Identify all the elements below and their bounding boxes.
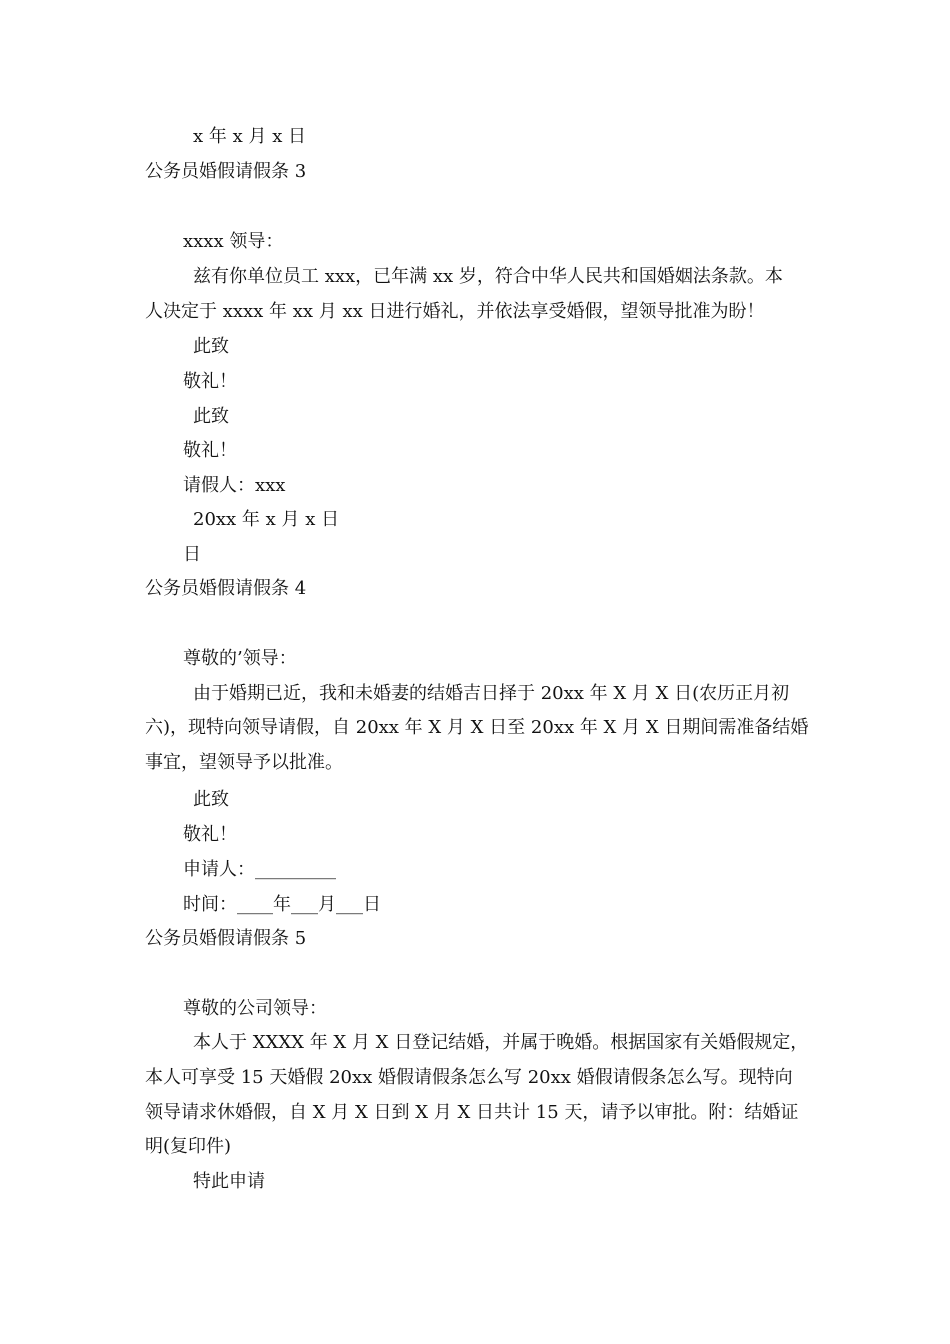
applicant-line: 请假人：xxx: [183, 475, 286, 496]
body-line: 领导请求休婚假，自 X 月 X 日到 X 月 X 日共计 15 天，请予以审批。附：结婚证: [145, 1102, 799, 1123]
closing-line: 特此申请: [193, 1171, 265, 1192]
body-line: 六)，现特向领导请假，自 20xx 年 X 月 X 日至 20xx 年 X 月 X 日期间需准备结婚: [145, 717, 809, 738]
section-title: 公务员婚假请假条 3: [145, 161, 307, 182]
date-line: 20xx 年 x 月 x 日: [193, 509, 340, 530]
closing-line: 此致: [193, 336, 229, 357]
section-title: 公务员婚假请假条 4: [145, 578, 307, 599]
body-line: 本人于 XXXX 年 X 月 X 日登记结婚，并属于晚婚。根据国家有关婚假规定，: [193, 1032, 809, 1053]
body-line: 明(复印件): [145, 1136, 232, 1157]
salutation: 尊敬的’领导：: [183, 648, 297, 669]
closing-line: 敬礼！: [183, 440, 237, 461]
closing-line: 敬礼！: [183, 824, 237, 845]
body-line: 兹有你单位员工 xxx，已年满 xx 岁，符合中华人民共和国婚姻法条款。本: [193, 266, 783, 287]
body-line: 事宜，望领导予以批准。: [145, 752, 343, 773]
applicant-line: 申请人：_________: [183, 859, 336, 880]
time-line: 时间：____年___月___日: [183, 894, 381, 915]
date-extra-line: 日: [183, 544, 201, 565]
top-date: x 年 x 月 x 日: [193, 126, 307, 147]
body-line: 由于婚期已近，我和未婚妻的结婚吉日择于 20xx 年 X 月 X 日(农历正月初: [193, 683, 790, 704]
salutation: xxxx 领导：: [183, 231, 284, 252]
closing-line: 此致: [193, 406, 229, 427]
salutation: 尊敬的公司领导：: [183, 998, 327, 1019]
body-line: 本人可享受 15 天婚假 20xx 婚假请假条怎么写 20xx 婚假请假条怎么写。现特向: [145, 1067, 793, 1088]
section-title: 公务员婚假请假条 5: [145, 928, 307, 949]
closing-line: 此致: [193, 789, 229, 810]
closing-line: 敬礼！: [183, 371, 237, 392]
body-line: 人决定于 xxxx 年 xx 月 xx 日进行婚礼，并依法享受婚假，望领导批准为盼！: [145, 301, 765, 322]
